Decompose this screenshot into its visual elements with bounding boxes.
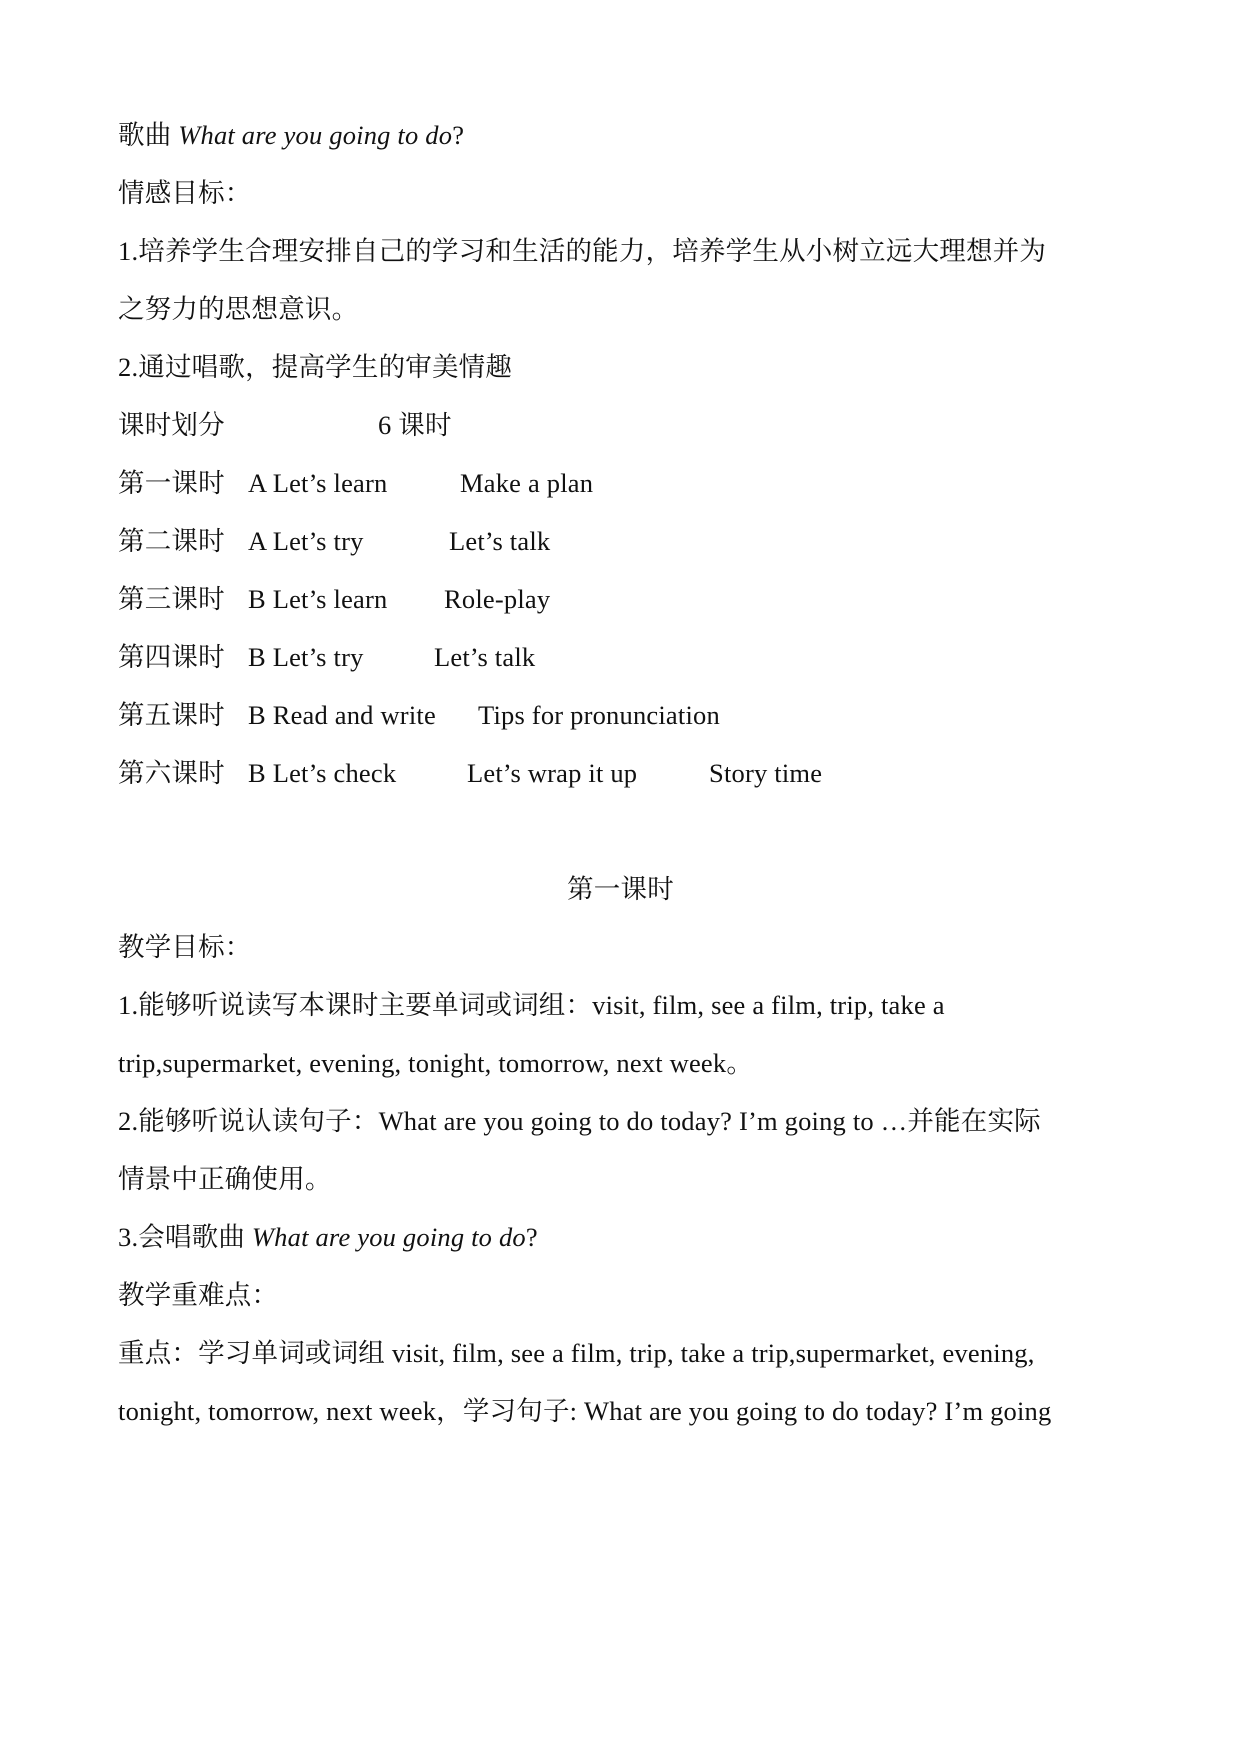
lesson-label: 第五课时 [118, 700, 225, 730]
schedule-row [118, 407, 452, 443]
teaching-goal-1-line-1: 1.能够听说读写本课时主要单词或词组：visit, film, see a film, trip, take a [118, 990, 945, 1020]
goal-3-prefix: 3.会唱歌曲 [118, 1222, 252, 1252]
song-line [118, 117, 464, 153]
lesson-row-1 [118, 465, 594, 501]
teaching-goal-1-line-2: trip,supermarket, evening, tonight, tomorrow, next week。 [118, 1048, 754, 1078]
section-title: 第一课时 [567, 874, 674, 904]
lesson-row-5 [118, 697, 720, 733]
emotion-heading: 情感目标： [118, 178, 252, 208]
lesson-row-4 [118, 639, 536, 675]
lesson-row-3 [118, 581, 551, 617]
lesson-row-6 [118, 755, 823, 791]
lesson-part-b: Tips for pronunciation [478, 700, 720, 730]
lesson-part-a: B Let’s check [248, 758, 397, 788]
lesson-label: 第一课时 [118, 468, 225, 498]
lesson-part-c: Story time [709, 758, 823, 788]
lesson-part-b: Let’s wrap it up [467, 758, 638, 788]
lesson-part-a: A Let’s try [248, 526, 364, 556]
lesson-part-a: B Let’s learn [248, 584, 388, 614]
lesson-part-b: Let’s talk [434, 642, 536, 672]
lesson-part-a: A Let’s learn [248, 468, 388, 498]
song-title: What are you going to do [178, 120, 453, 150]
song-suffix: ? [452, 120, 465, 150]
lesson-part-b: Role-play [444, 584, 551, 614]
schedule-value: 6 课时 [378, 410, 452, 440]
lesson-label: 第三课时 [118, 584, 225, 614]
key-points-heading: 教学重难点： [118, 1280, 279, 1310]
teaching-goal-2-line-1: 2.能够听说认读句子：What are you going to do today? I’m going to …并能在实际 [118, 1106, 1041, 1136]
key-point-line-1: 重点：学习单词或词组 visit, film, see a film, trip, take a trip,supermarket, evening, [118, 1338, 1035, 1368]
emotion-goal-2: 2.通过唱歌，提高学生的审美情趣 [118, 352, 513, 382]
lesson-label: 第四课时 [118, 642, 225, 672]
lesson-label: 第六课时 [118, 758, 225, 788]
lesson-row-2 [118, 523, 551, 559]
emotion-goal-1-line-1: 1.培养学生合理安排自己的学习和生活的能力，培养学生从小树立远大理想并为 [118, 236, 1047, 266]
schedule-label: 课时划分 [118, 410, 225, 440]
lesson-part-a: B Let’s try [248, 642, 364, 672]
lesson-label: 第二课时 [118, 526, 225, 556]
teaching-goal-2-line-2: 情景中正确使用。 [118, 1164, 332, 1194]
song-prefix: 歌曲 [118, 120, 179, 150]
goal-3-suffix: ? [525, 1222, 538, 1252]
teaching-goal-3 [118, 1219, 538, 1255]
lesson-part-b: Let’s talk [449, 526, 551, 556]
key-point-line-2: tonight, tomorrow, next week，学习句子: What are you going to do today? I’m going [118, 1396, 1052, 1426]
emotion-goal-1-line-2: 之努力的思想意识。 [118, 294, 359, 324]
lesson-part-a: B Read and write [248, 700, 436, 730]
teaching-goals-heading: 教学目标： [118, 932, 252, 962]
goal-3-song-title: What are you going to do [251, 1222, 526, 1252]
lesson-part-b: Make a plan [460, 468, 594, 498]
